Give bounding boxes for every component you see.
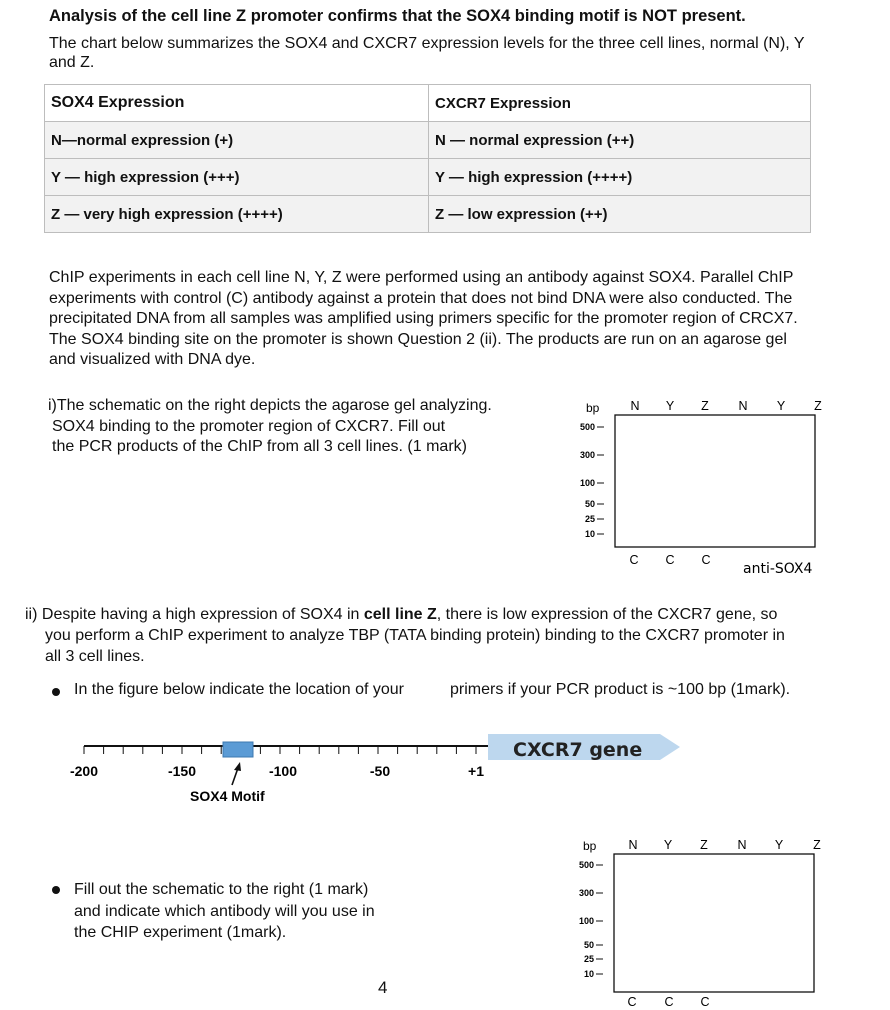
ladder-label: 300 [579, 450, 595, 460]
table-header-row [45, 85, 811, 122]
gel-lane-label: Y [774, 838, 784, 852]
question-2-line: you perform a ChIP experiment to analyze TBP (TATA binding protein) binding to the CXCR7 promoter in [45, 627, 785, 644]
ladder-label: 100 [579, 478, 595, 488]
promoter-diagram [60, 730, 700, 810]
table-header-cxcr7: CXCR7 Expression [429, 85, 811, 122]
control-lane-label: C [665, 553, 675, 567]
gel-bp-label: bp [583, 839, 597, 853]
table-cell: Y — high expression (++++) [429, 159, 811, 196]
gel-box[interactable] [615, 415, 815, 547]
gel-lane-label: Z [701, 399, 709, 413]
position-tick-label: -200 [69, 763, 99, 779]
table-row [45, 159, 811, 196]
gel-lane-label: Z [813, 838, 821, 852]
bullet-text: Fill out the schematic to the right (1 mark) [74, 881, 369, 898]
question-2-bold: cell line Z [363, 606, 437, 623]
gel-lane-label: N [628, 838, 638, 852]
ladder-label: 300 [578, 888, 594, 898]
ladder-label: 100 [578, 916, 594, 926]
gel-lane-label: Z [700, 838, 708, 852]
gel-schematic-2 [572, 834, 832, 1010]
position-tick-label: +1 [468, 763, 484, 779]
gel-lane-label: Y [665, 399, 675, 413]
question-2-text: ii) Despite having a high expression of SOX4 in [25, 606, 364, 623]
control-lane-label: C [627, 995, 637, 1009]
bullet-text: In the figure below indicate the location of your [74, 681, 404, 698]
ladder-label: 50 [583, 940, 594, 950]
table-cell: Z — very high expression (++++) [45, 196, 429, 233]
gel-lane-label: Z [814, 399, 822, 413]
position-tick-label: -50 [369, 763, 391, 779]
question-2-line: all 3 cell lines. [45, 648, 145, 665]
question-2-text: , there is low expression of the CXCR7 gene, so [436, 606, 778, 623]
chip-paragraph: ChIP experiments in each cell line N, Y, Z were performed using an antibody against SOX4. Parallel ChIP experiments with control (C) antibody against a protein that does not bind DNA were also conducted. The precipitated DNA from all samples was amplified using primers specific for the promoter region of CRCX7. The SOX4 binding site on the promoter is shown Question 2 (ii). The products are run on an agarose gel and visualized with DNA dye. [49, 269, 798, 368]
gel-bp-label: bp [586, 401, 600, 415]
page-number: 4 [378, 978, 388, 997]
bullet-text: primers if your PCR product is ~100 bp (1mark). [450, 681, 791, 698]
section-heading: Analysis of the cell line Z promoter confirms that the SOX4 binding motif is NOT present. [49, 7, 746, 25]
gel-schematic-1 [572, 394, 832, 580]
antibody-label: anti-SOX4 [743, 561, 813, 577]
table-header-sox4: SOX4 Expression [45, 85, 429, 122]
control-lane-label: C [701, 553, 711, 567]
ladder-label: 25 [584, 514, 595, 524]
ladder-label: 500 [578, 860, 594, 870]
gel-box[interactable] [614, 854, 814, 992]
table-cell: Y — high expression (+++) [45, 159, 429, 196]
ladder-label: 10 [583, 969, 594, 979]
gel-lane-label: Y [776, 399, 786, 413]
question-1-line: SOX4 binding to the promoter region of CXCR7. Fill out [52, 417, 446, 435]
sox4-motif-box [223, 742, 253, 757]
expression-table [44, 84, 811, 233]
bullet-text: the CHIP experiment (1mark). [74, 924, 287, 941]
question-2 [25, 604, 885, 667]
gene-label: CXCR7 gene [513, 739, 643, 761]
position-tick-label: -150 [167, 763, 197, 779]
ladder-label: 500 [579, 422, 595, 432]
bullet-icon [52, 886, 60, 894]
bullet-text: and indicate which antibody will you use in [74, 902, 375, 920]
table-cell: N — normal expression (++) [429, 122, 811, 159]
bullet-antibody [52, 879, 452, 944]
ladder-label: 25 [583, 954, 594, 964]
gel-lane-label: N [630, 399, 640, 413]
question-1 [48, 396, 568, 458]
motif-label: SOX4 Motif [190, 788, 265, 804]
bullet-icon [52, 688, 60, 696]
control-lane-label: C [700, 995, 710, 1009]
position-tick-label: -100 [268, 763, 298, 779]
control-lane-label: C [629, 553, 639, 567]
gel-lane-label: N [737, 838, 747, 852]
question-2-line-1 [25, 604, 885, 625]
question-1-line: i)The schematic on the right depicts the agarose gel analyzing. [48, 397, 492, 414]
table-cell: N—normal expression (+) [45, 122, 429, 159]
table-row [45, 122, 811, 159]
question-1-line: the PCR products of the ChIP from all 3 cell lines. (1 mark) [52, 438, 467, 455]
gel-lane-label: N [738, 399, 748, 413]
ladder-label: 50 [584, 499, 595, 509]
motif-arrowhead [234, 762, 241, 771]
table-cell: Z — low expression (++) [429, 196, 811, 233]
control-lane-label: C [664, 995, 674, 1009]
table-row [45, 196, 811, 233]
gel-lane-label: Y [663, 838, 673, 852]
motif-arrow [232, 768, 238, 785]
intro-paragraph: The chart below summarizes the SOX4 and CXCR7 expression levels for the three cell lines, normal (N), Y and Z. [49, 35, 805, 71]
ladder-label: 10 [584, 529, 595, 539]
